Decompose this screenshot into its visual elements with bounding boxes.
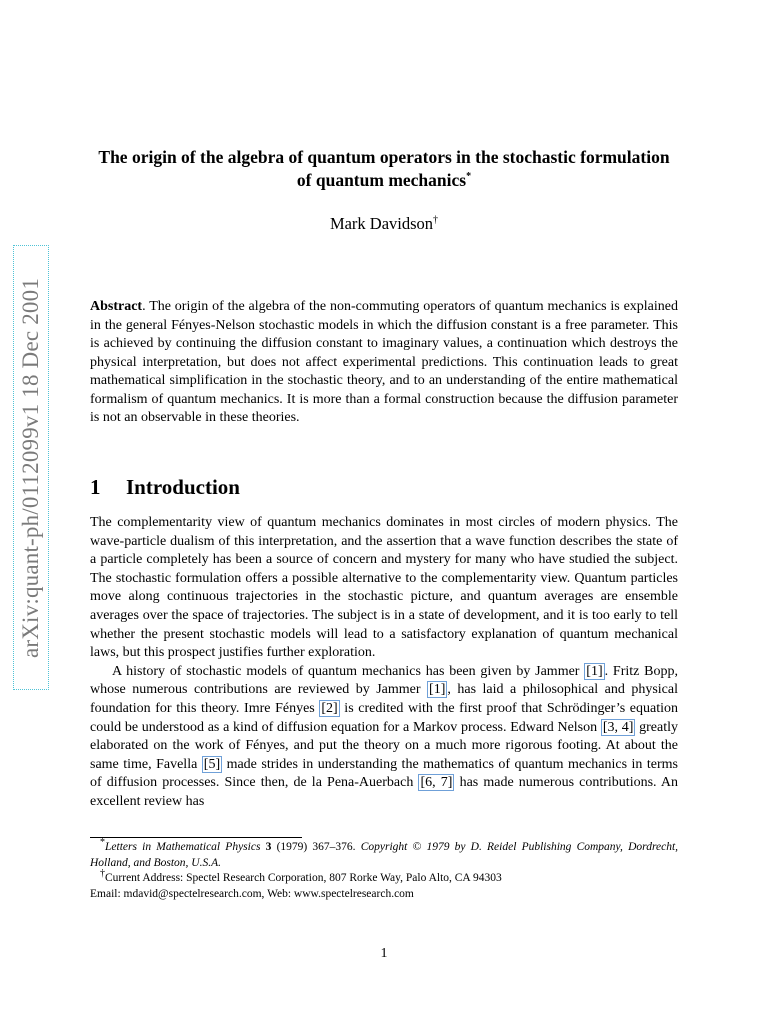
text-run: . Fritz Bopp, whose numerous contributions are reviewed by Jammer — [90, 663, 679, 698]
text-run: made strides in understanding the mathematics of quantum mechanics in terms of diffusion processes. Since then, de la Pena-Auerbach — [90, 756, 678, 791]
text-run: has made numerous contributions. An excellent review has — [90, 775, 678, 809]
citation-link[interactable]: [5] — [203, 756, 221, 772]
author-name: Mark Davidson — [329, 214, 434, 233]
footnote-journal — [90, 837, 679, 871]
section-heading — [90, 475, 240, 500]
copyright-notice: Copyright © 1979 by D. Reidel Publishing Company, Dordrecht, Holland, and Boston, U.S.A. — [90, 841, 679, 869]
intro-paragraph-2 — [90, 663, 678, 812]
citation-link[interactable]: [1] — [586, 663, 603, 679]
text-run: is credited with the first proof that Schrödinger’s equation could be understood as a kind of diffusion equation for a Markov process. Edward Nelson — [90, 700, 679, 735]
page-number: 1 — [380, 946, 388, 961]
author-line — [90, 214, 678, 234]
introduction-body — [90, 514, 678, 812]
footnote-mark: * — [100, 837, 105, 849]
citation-link[interactable]: [2] — [321, 700, 338, 716]
title-text: The origin of the algebra of quantum operators in the stochastic formulation of quantum mechanics — [98, 147, 670, 190]
footnotes — [90, 837, 679, 902]
citation-link[interactable]: [6, 7] — [420, 775, 453, 791]
text-run: A history of stochastic models of quantum mechanics has been given by Jammer — [112, 663, 585, 679]
arxiv-identifier: arXiv:quant-ph/0112099v1 18 Dec 2001 — [18, 277, 43, 658]
abstract — [90, 298, 678, 428]
section-number: 1 — [90, 475, 101, 499]
section-title: Introduction — [126, 475, 240, 499]
author-footnote-mark: † — [433, 214, 439, 226]
text-run: greatly elaborated on the work of Fényes, and put the theory on a much more rigorous footing. At about the same time, Favella — [90, 719, 678, 772]
citation-link[interactable]: [3, 4] — [602, 719, 634, 735]
text-run: , has laid a philosophical and physical foundation for this theory. Imre Fényes — [90, 682, 678, 716]
footnote-address — [90, 868, 678, 887]
abstract-text: . The origin of the algebra of the non-commuting operators of quantum mechanics is explained in the general Fényes-Nelson stochastic models in which the diffusion constant is a free parameter. This is achieved by continuing the diffusion constant to imaginary values, a continuation which destroys the physical interpretation, but does not affect experimental predictions. This continuation leads to great mathematical simplification in the stochastic theory, and to an understanding of the entire mathematical formalism of quantum mechanics. It is more than a formal construction because the diffusion parameter is not an observable in these theories. — [90, 299, 678, 425]
paper-title — [90, 146, 678, 192]
title-footnote-mark: * — [466, 171, 472, 183]
footnote-contact: Email: mdavid@spectelresearch.com, Web: www.spectelresearch.com — [90, 887, 414, 900]
journal-volume: 3 — [265, 841, 272, 853]
intro-paragraph-1: The complementarity view of quantum mechanics dominates in most circles of modern physics. The wave-particle dualism of this interpretation, and the assertion that a wave function describes the state of a particle completely has been a source of concern and mystery for many who have studied the subject. The stochastic formulation offers a possible alternative to the complementarity view. Quantum particles move along continuous trajectories in the stochastic picture, and quantum averages are ensemble averages over the space of trajectories. The subject is in a state of development, and it is too early to tell whether the present stochastic models will lead to a satisfactory explanation of quantum mechanical laws, but this prospect justifies further exploration. — [90, 515, 678, 661]
footnote-rule — [90, 837, 302, 838]
arxiv-side-stamp[interactable] — [13, 245, 49, 690]
author-address: Current Address: Spectel Research Corporation, 807 Rorke Way, Palo Alto, CA 94303 — [105, 872, 502, 884]
citation-link[interactable]: [1] — [429, 682, 446, 698]
journal-year-pages: (1979) 367–376. — [276, 841, 356, 853]
abstract-label: Abstract — [90, 299, 143, 314]
journal-name: Letters in Mathematical Physics — [105, 841, 261, 853]
footnote-mark: † — [100, 868, 105, 880]
